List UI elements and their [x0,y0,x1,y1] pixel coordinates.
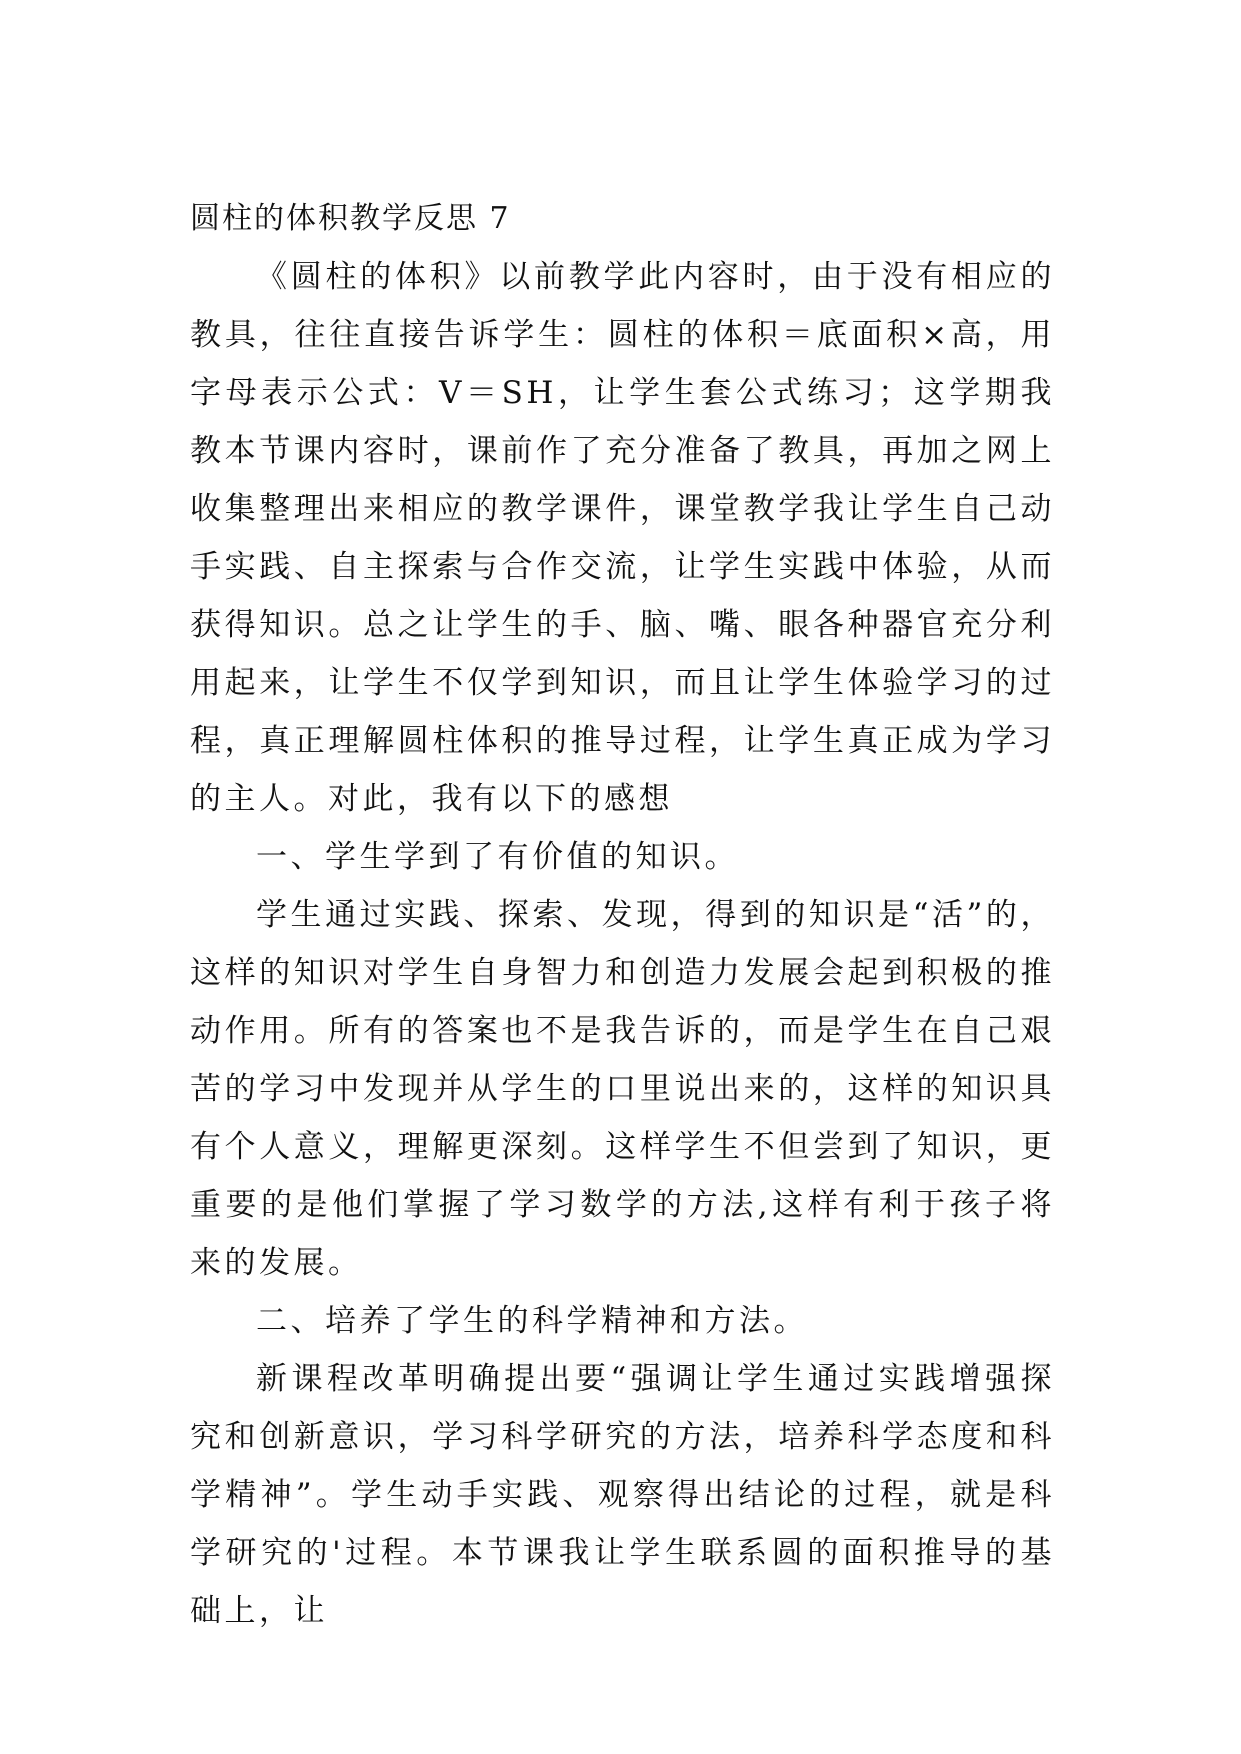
document-title: 圆柱的体积教学反思 7 [190,201,511,236]
paragraph-section-1: 学生通过实践、探索、发现，得到的知识是“活”的，这样的知识对学生自身智力和创造力发展会起到积极的推动作用。所有的答案也不是我告诉的，而是学生在自己艰苦的学习中发现并从学生的口里说出来的，这样的知识具有个人意义，理解更深刻。这样学生不但尝到了知识，更重要的是他们掌握了学习数学的方法,这样有利于孩子将来的发展。 [190,897,1055,1281]
paragraph-section-2: 新课程改革明确提出要“强调让学生通过实践增强探究和创新意识，学习科学研究的方法，培养科学态度和科学精神”。学生动手实践、观察得出结论的过程，就是科学研究的'过程。本节课我让学生联系圆的面积推导的基础上，让 [190,1361,1055,1629]
section-heading-1: 一、学生学到了有价值的知识。 [256,839,739,875]
paragraph-intro: 《圆柱的体积》以前教学此内容时，由于没有相应的教具，往往直接告诉学生：圆柱的体积＝底面积×高，用字母表示公式：V＝SH，让学生套公式练习；这学期我教本节课内容时，课前作了充分准备了教具，再加之网上收集整理出来相应的教学课件，课堂教学我让学生自己动手实践、自主探索与合作交流，让学生实践中体验，从而获得知识。总之让学生的手、脑、嘴、眼各种器官充分利用起来，让学生不仅学到知识，而且让学生体验学习的过程，真正理解圆柱体积的推导过程，让学生真正成为学习的主人。对此，我有以下的感想 [190,259,1055,817]
document-page [190,190,1055,1640]
section-heading-2: 二、培养了学生的科学精神和方法。 [256,1303,808,1339]
